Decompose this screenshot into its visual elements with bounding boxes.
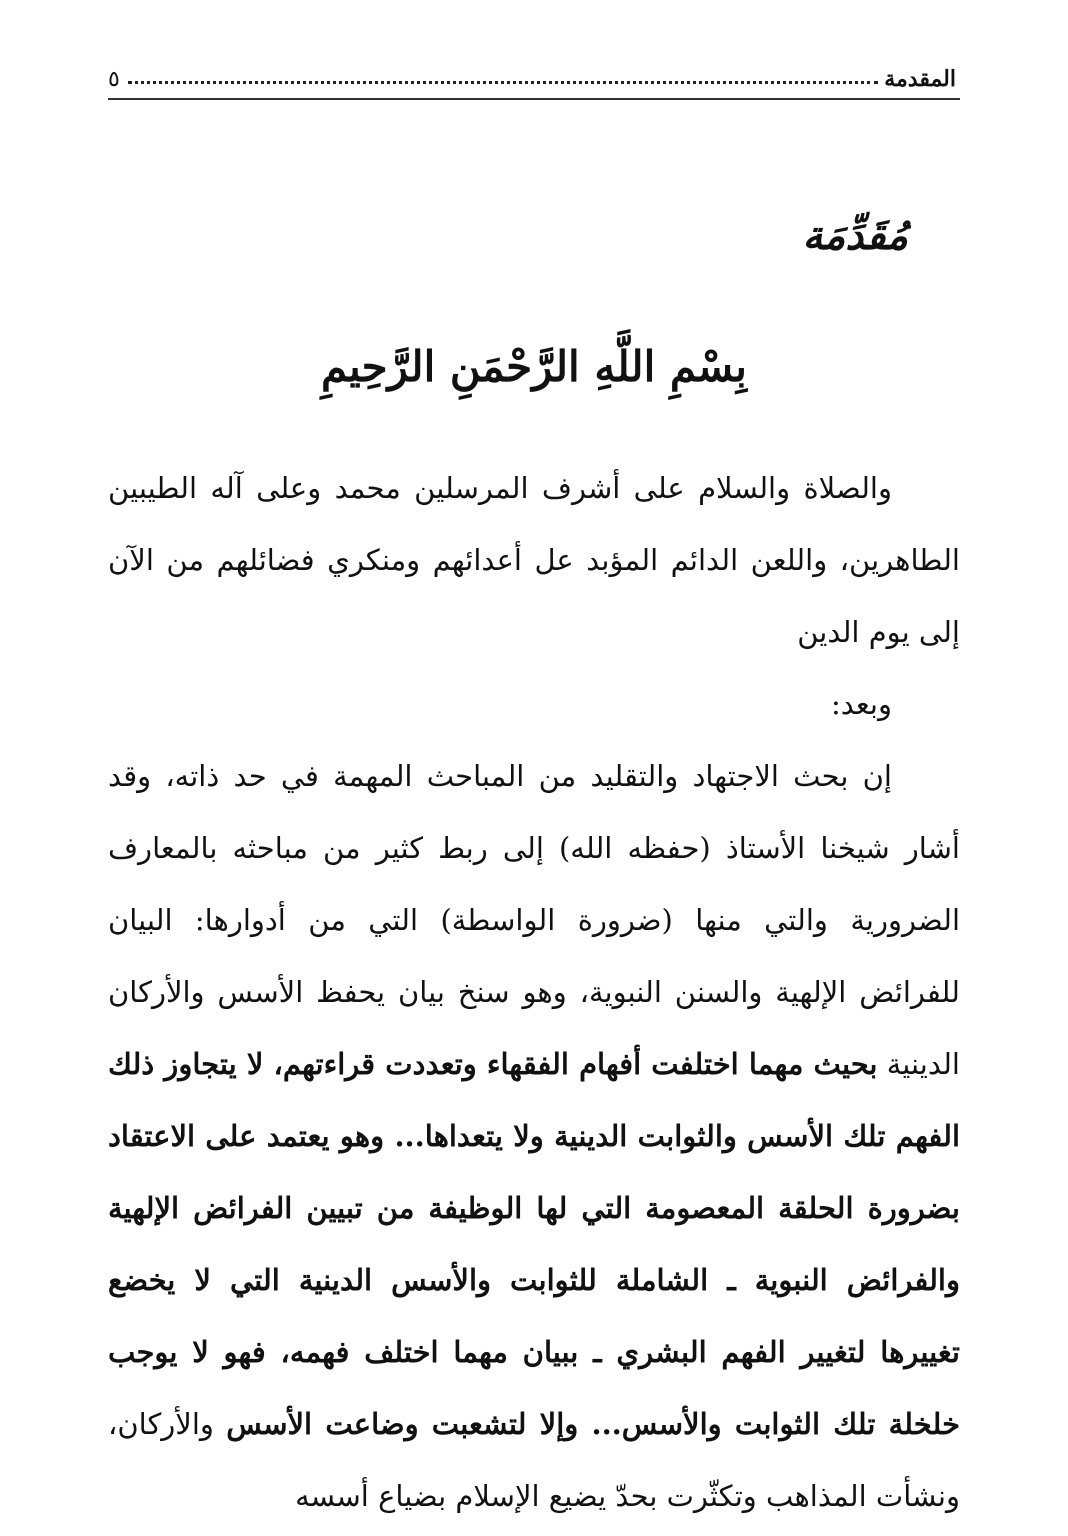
paragraph-main-part2: والأركان، ونشأت المذاهب وتكثّرت بحدّ يضيع الإسلام بضياع أسسه (108, 1407, 960, 1513)
body-text (108, 452, 960, 1532)
header-dot-leader (128, 81, 878, 84)
paragraph-opening: والصلاة والسلام على أشرف المرسلين محمد وعلى آله الطيبين الطاهرين، واللعن الدائم المؤبد عل أعدائهم ومنكري فضائلهم من الآن إلى يوم الدين (108, 471, 960, 649)
header-rule (108, 98, 960, 100)
paragraph-main (108, 740, 960, 1532)
page-number: ٥ (108, 67, 120, 92)
running-header (108, 58, 956, 92)
header-title: المقدمة (884, 66, 956, 92)
section-title: مُقَدِّمَة (802, 212, 908, 259)
paragraph-wabad: وبعد: (830, 687, 892, 721)
paragraph-main-bold: بحيث مهما اختلفت أفهام الفقهاء وتعددت قراءتهم، لا يتجاوز ذلك الفهم تلك الأسس والثوابت الدينية ولا يتعداها... وهو يعتمد على الاعتقاد بضرورة الحلقة المعصومة التي لها الوظيفة من تبيين الفرائض الإلهية والفرائض النبوية ـ الشاملة للثوابت والأسس الدينية التي لا يخضع تغييرها لتغيير الفهم البشري ـ ببيان مهما اختلف فهمه، فهو لا يوجب خلخلة تلك الثوابت والأسس... وإلا لتشعبت وضاعت الأسس (108, 1047, 961, 1441)
basmala-heading: بِسْمِ اللَّهِ الرَّحْمَنِ الرَّحِيمِ (321, 342, 747, 391)
paragraph-main-part1: إن بحث الاجتهاد والتقليد من المباحث المهمة في حد ذاته، وقد أشار شيخنا الأستاذ (حفظه الله) إلى ربط كثير من مباحثه بالمعارف الضرورية والتي منها (ضرورة الواسطة) التي من أدوارها: البيان للفرائض الإلهية والسنن النبوية، وهو سنخ بيان يحفظ الأسس والأركان الدينية (108, 759, 960, 1081)
